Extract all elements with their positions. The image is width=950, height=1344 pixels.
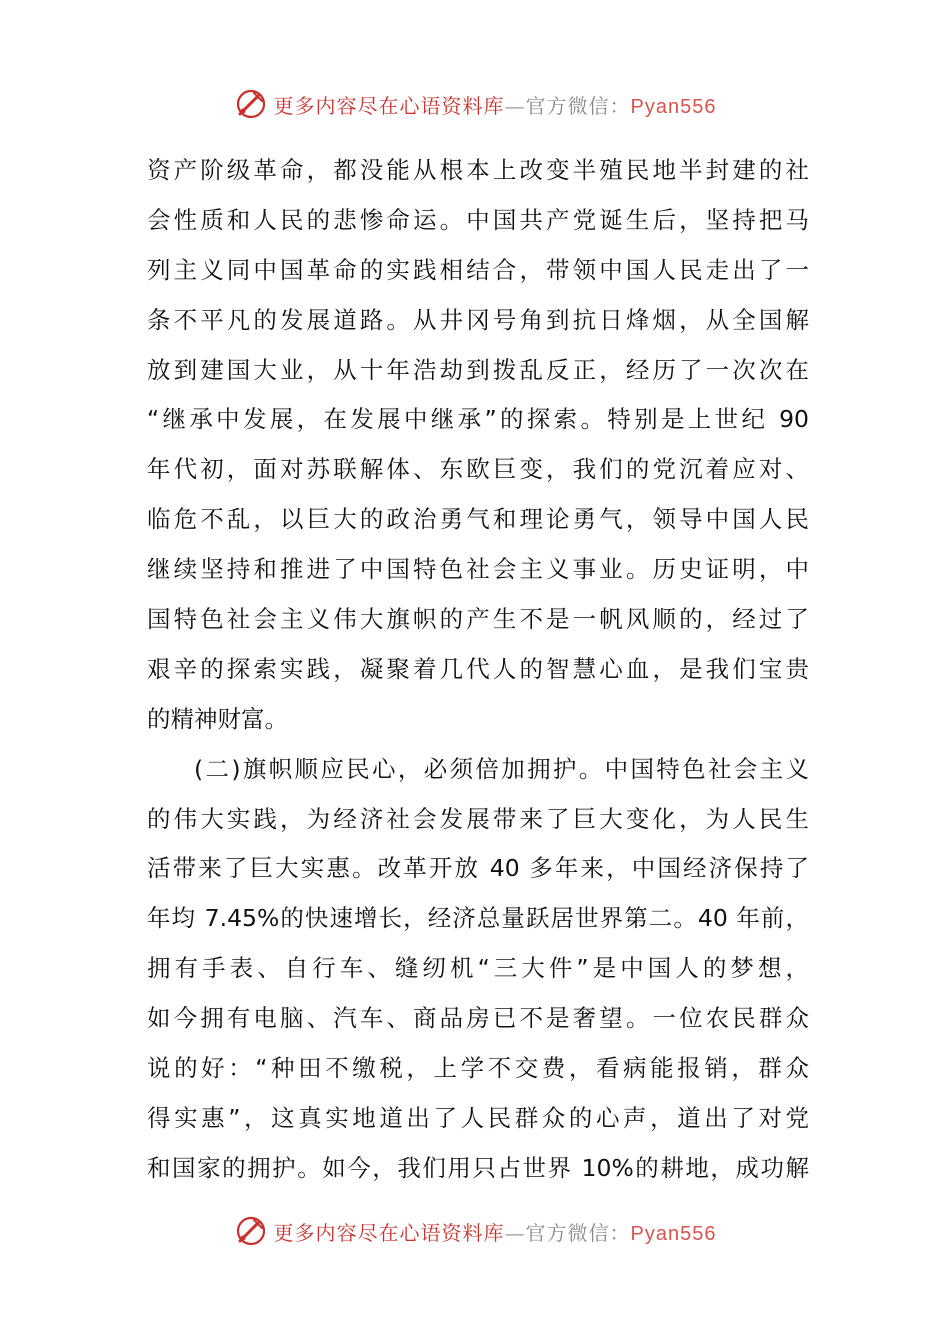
text-line-paragraph-start: (二)旗帜顺应民心，必须倍加拥护。中国特色社会主义 xyxy=(194,754,809,783)
banner-wechat-id: Pyan556 xyxy=(630,95,717,118)
text-line: 年均 7.45%的快速增长，经济总量跃居世界第二。40 年前， xyxy=(147,904,809,933)
banner-text xyxy=(274,90,717,119)
banner-slogan: 更多内容尽在心语资料库 xyxy=(273,1220,505,1245)
text-line: 继续坚持和推进了中国特色社会主义事业。历史证明，中 xyxy=(147,555,809,584)
banner-wechat-id: Pyan556 xyxy=(630,1222,717,1245)
banner-wechat-label: 官方微信： xyxy=(525,93,631,118)
text-line: 拥有手表、自行车、缝纫机“三大件”是中国人的梦想， xyxy=(147,954,809,983)
banner-text xyxy=(274,1217,717,1246)
text-line: 的伟大实践，为经济社会发展带来了巨大变化，为人民生 xyxy=(147,804,809,833)
text-line: 临危不乱，以巨大的政治勇气和理论勇气，领导中国人民 xyxy=(147,505,809,534)
text-line: 资产阶级革命，都没能从根本上改变半殖民地半封建的社 xyxy=(147,156,809,184)
banner-wechat-label: 官方微信： xyxy=(525,1220,631,1245)
footer-banner xyxy=(0,1211,950,1251)
text-line: 艰辛的探索实践，凝聚着几代人的智慧心血，是我们宝贵 xyxy=(147,654,809,683)
text-line: 列主义同中国革命的实践相结合，带领中国人民走出了一 xyxy=(147,255,809,284)
pen-logo-icon xyxy=(234,1214,268,1248)
text-line: 和国家的拥护。如今，我们用只占世界 10%的耕地，成功解 xyxy=(147,1153,809,1182)
text-line: 说的好：“种田不缴税，上学不交费，看病能报销，群众 xyxy=(147,1054,809,1083)
banner-separator: — xyxy=(504,1220,526,1245)
text-line: 如今拥有电脑、汽车、商品房已不是奢望。一位农民群众 xyxy=(147,1004,809,1033)
banner-separator: — xyxy=(504,93,526,118)
text-line: 活带来了巨大实惠。改革开放 40 多年来，中国经济保持了 xyxy=(147,854,809,883)
text-line: 条不平凡的发展道路。从井冈号角到抗日烽烟，从全国解 xyxy=(147,305,809,334)
pen-logo-icon xyxy=(234,87,268,121)
text-line: 国特色社会主义伟大旗帜的产生不是一帆风顺的，经过了 xyxy=(147,605,809,634)
banner-slogan: 更多内容尽在心语资料库 xyxy=(273,93,505,118)
text-line: 的精神财富。 xyxy=(147,704,288,733)
text-line: 年代初，面对苏联解体、东欧巨变，我们的党沉着应对、 xyxy=(147,455,809,484)
header-banner xyxy=(0,84,950,124)
text-line: “继承中发展，在发展中继承”的探索。特别是上世纪 90 xyxy=(147,405,809,434)
text-line: 得实惠”，这真实地道出了人民群众的心声，道出了对党 xyxy=(147,1103,809,1132)
text-line: 放到建国大业，从十年浩劫到拨乱反正，经历了一次次在 xyxy=(147,355,809,384)
document-body xyxy=(147,146,809,1194)
text-line: 会性质和人民的悲惨命运。中国共产党诞生后，坚持把马 xyxy=(147,205,809,234)
